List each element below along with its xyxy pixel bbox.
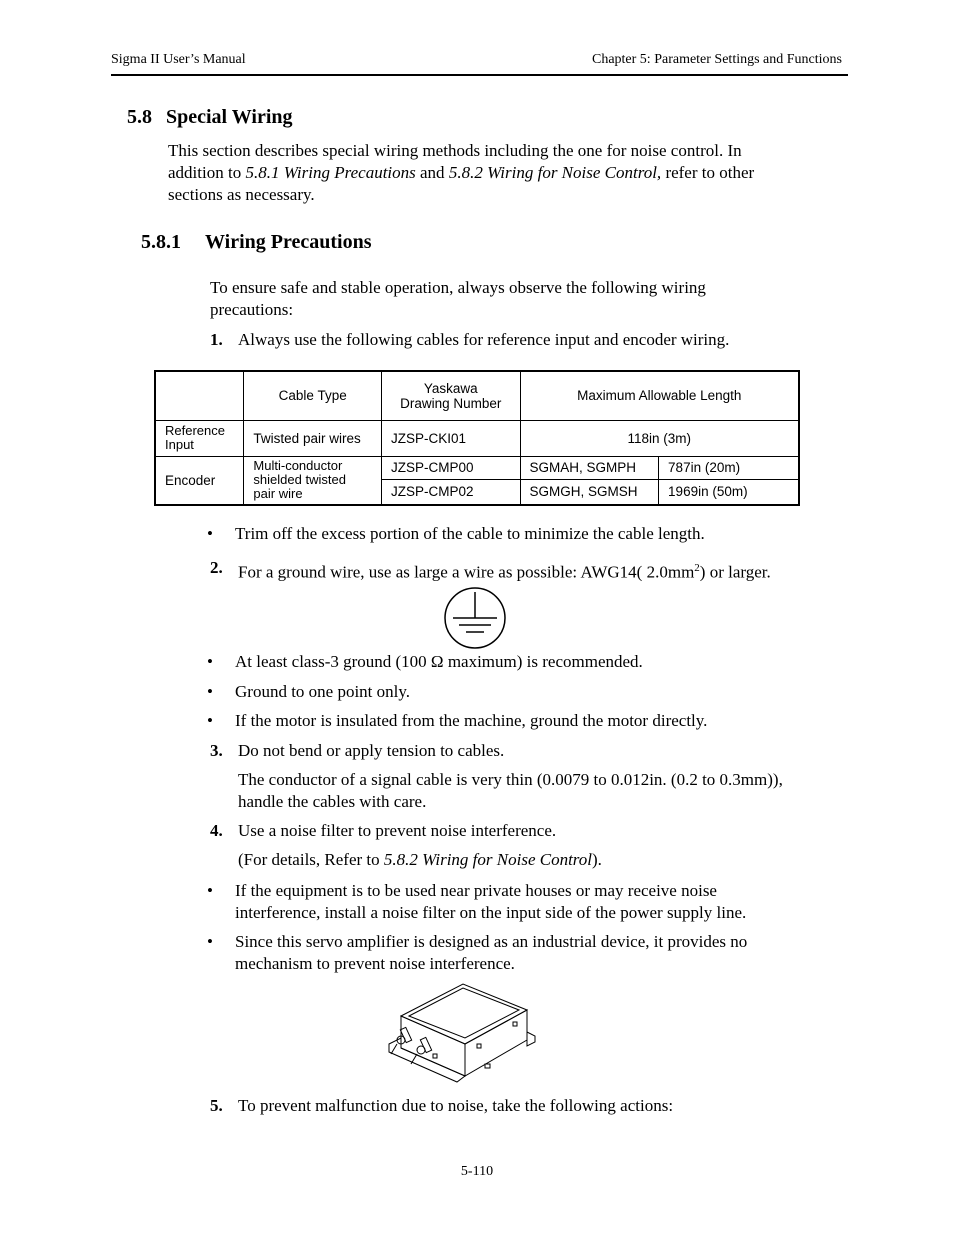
- cell-type: Twisted pair wires: [244, 420, 382, 456]
- bullet-5-text: If the equipment is to be used near private houses or may receive noise interference, install a noise filter on the input side of the power supply line.: [235, 881, 747, 922]
- cable-table: [154, 370, 800, 506]
- bullet-2-marker: •: [207, 652, 213, 671]
- noise-filter-illustration: [387, 982, 537, 1084]
- th-max-length: Maximum Allowable Length: [520, 371, 799, 420]
- bullet-4-marker: •: [207, 711, 213, 730]
- list-item-3-number: 3.: [210, 741, 223, 760]
- bullet-6-text: Since this servo amplifier is designed as an industrial device, it provides no mechanism to prevent noise interference.: [235, 932, 748, 973]
- bullet-3-marker: •: [207, 682, 213, 701]
- row-label-encoder: Encoder: [155, 456, 244, 505]
- section-intro-line-3: sections as necessary.: [168, 185, 315, 204]
- subsection-number: 5.8.1: [141, 231, 181, 253]
- section-title: Special Wiring: [166, 106, 293, 128]
- cell-drawing: JZSP-CKI01: [381, 420, 520, 456]
- subsection-title: Wiring Precautions: [205, 231, 372, 253]
- section-intro: [168, 140, 848, 206]
- cell-model: SGMAH, SGMPH: [520, 456, 659, 479]
- bullet-5-marker: •: [207, 881, 213, 900]
- list-item-4-text: Use a noise filter to prevent noise interference.: [238, 821, 557, 840]
- bullet-6-marker: •: [207, 932, 213, 951]
- list-item-2-text: For a ground wire, use as large a wire as possible: AWG14( $2.0mm^2$) or larger.: [238, 562, 771, 582]
- bullet-1-marker: •: [207, 524, 213, 543]
- table-row: [155, 420, 799, 456]
- table-row: [155, 456, 799, 479]
- section-intro-line-2: addition to 5.8.1 Wiring Precautions and 5.8.2 Wiring for Noise Control, refer to other: [168, 163, 755, 182]
- list-item-5-number: 5.: [210, 1096, 223, 1115]
- cell-type: Multi-conductor shielded twisted pair wire: [244, 456, 382, 505]
- list-item-1: 1.: [210, 330, 223, 349]
- list-item-3-paragraph: The conductor of a signal cable is very thin (0.0079 to 0.012in. (0.2 to 0.3mm)), handle the cables with care.: [238, 770, 783, 811]
- header-rule: [111, 74, 848, 76]
- section-heading: [127, 106, 293, 129]
- list-item-2-number: 2.: [210, 558, 223, 577]
- cell-length: 1969in (50m): [659, 479, 799, 505]
- cell-length: 787in (20m): [659, 456, 799, 479]
- bullet-2-text: At least class-3 ground (100 Ω maximum) is recommended.: [235, 652, 643, 671]
- th-cable-type: Cable Type: [244, 371, 382, 420]
- cell-model: SGMGH, SGMSH: [520, 479, 659, 505]
- cell-drawing: JZSP-CMP02: [381, 479, 520, 505]
- section-number: 5.8: [127, 106, 152, 128]
- cell-length: 118in (3m): [520, 420, 799, 456]
- list-item-5-text: To prevent malfunction due to noise, take the following actions:: [238, 1096, 674, 1115]
- list-item-4-paragraph: (For details, Refer to 5.8.2 Wiring for Noise Control).: [238, 850, 602, 869]
- header-left: Sigma II User’s Manual: [111, 52, 246, 67]
- cell-drawing: JZSP-CMP00: [381, 456, 520, 479]
- page-number: 5-110: [460, 1164, 494, 1179]
- row-label-reference: Reference Input: [155, 420, 244, 456]
- table-header-row: [155, 371, 799, 420]
- list-item-4-number: 4.: [210, 821, 223, 840]
- header-right: Chapter 5: Parameter Settings and Functions: [591, 52, 842, 67]
- list-item-1-text: Always use the following cables for reference input and encoder wiring.: [238, 330, 730, 349]
- bullet-1-text: Trim off the excess portion of the cable to minimize the cable length.: [235, 524, 705, 543]
- ground-symbol-icon: [443, 587, 509, 649]
- subsection-heading: [141, 231, 371, 254]
- th-drawing-number: Yaskawa Drawing Number: [381, 371, 520, 420]
- bullet-3-text: Ground to one point only.: [235, 682, 411, 701]
- bullet-4-text: If the motor is insulated from the machine, ground the motor directly.: [235, 711, 708, 730]
- list-item-3-text: Do not bend or apply tension to cables.: [238, 741, 505, 760]
- section-intro-line-1: This section describes special wiring methods including the one for noise control. In: [168, 141, 742, 160]
- subsection-intro: To ensure safe and stable operation, always observe the following wiring precautions:: [210, 278, 706, 319]
